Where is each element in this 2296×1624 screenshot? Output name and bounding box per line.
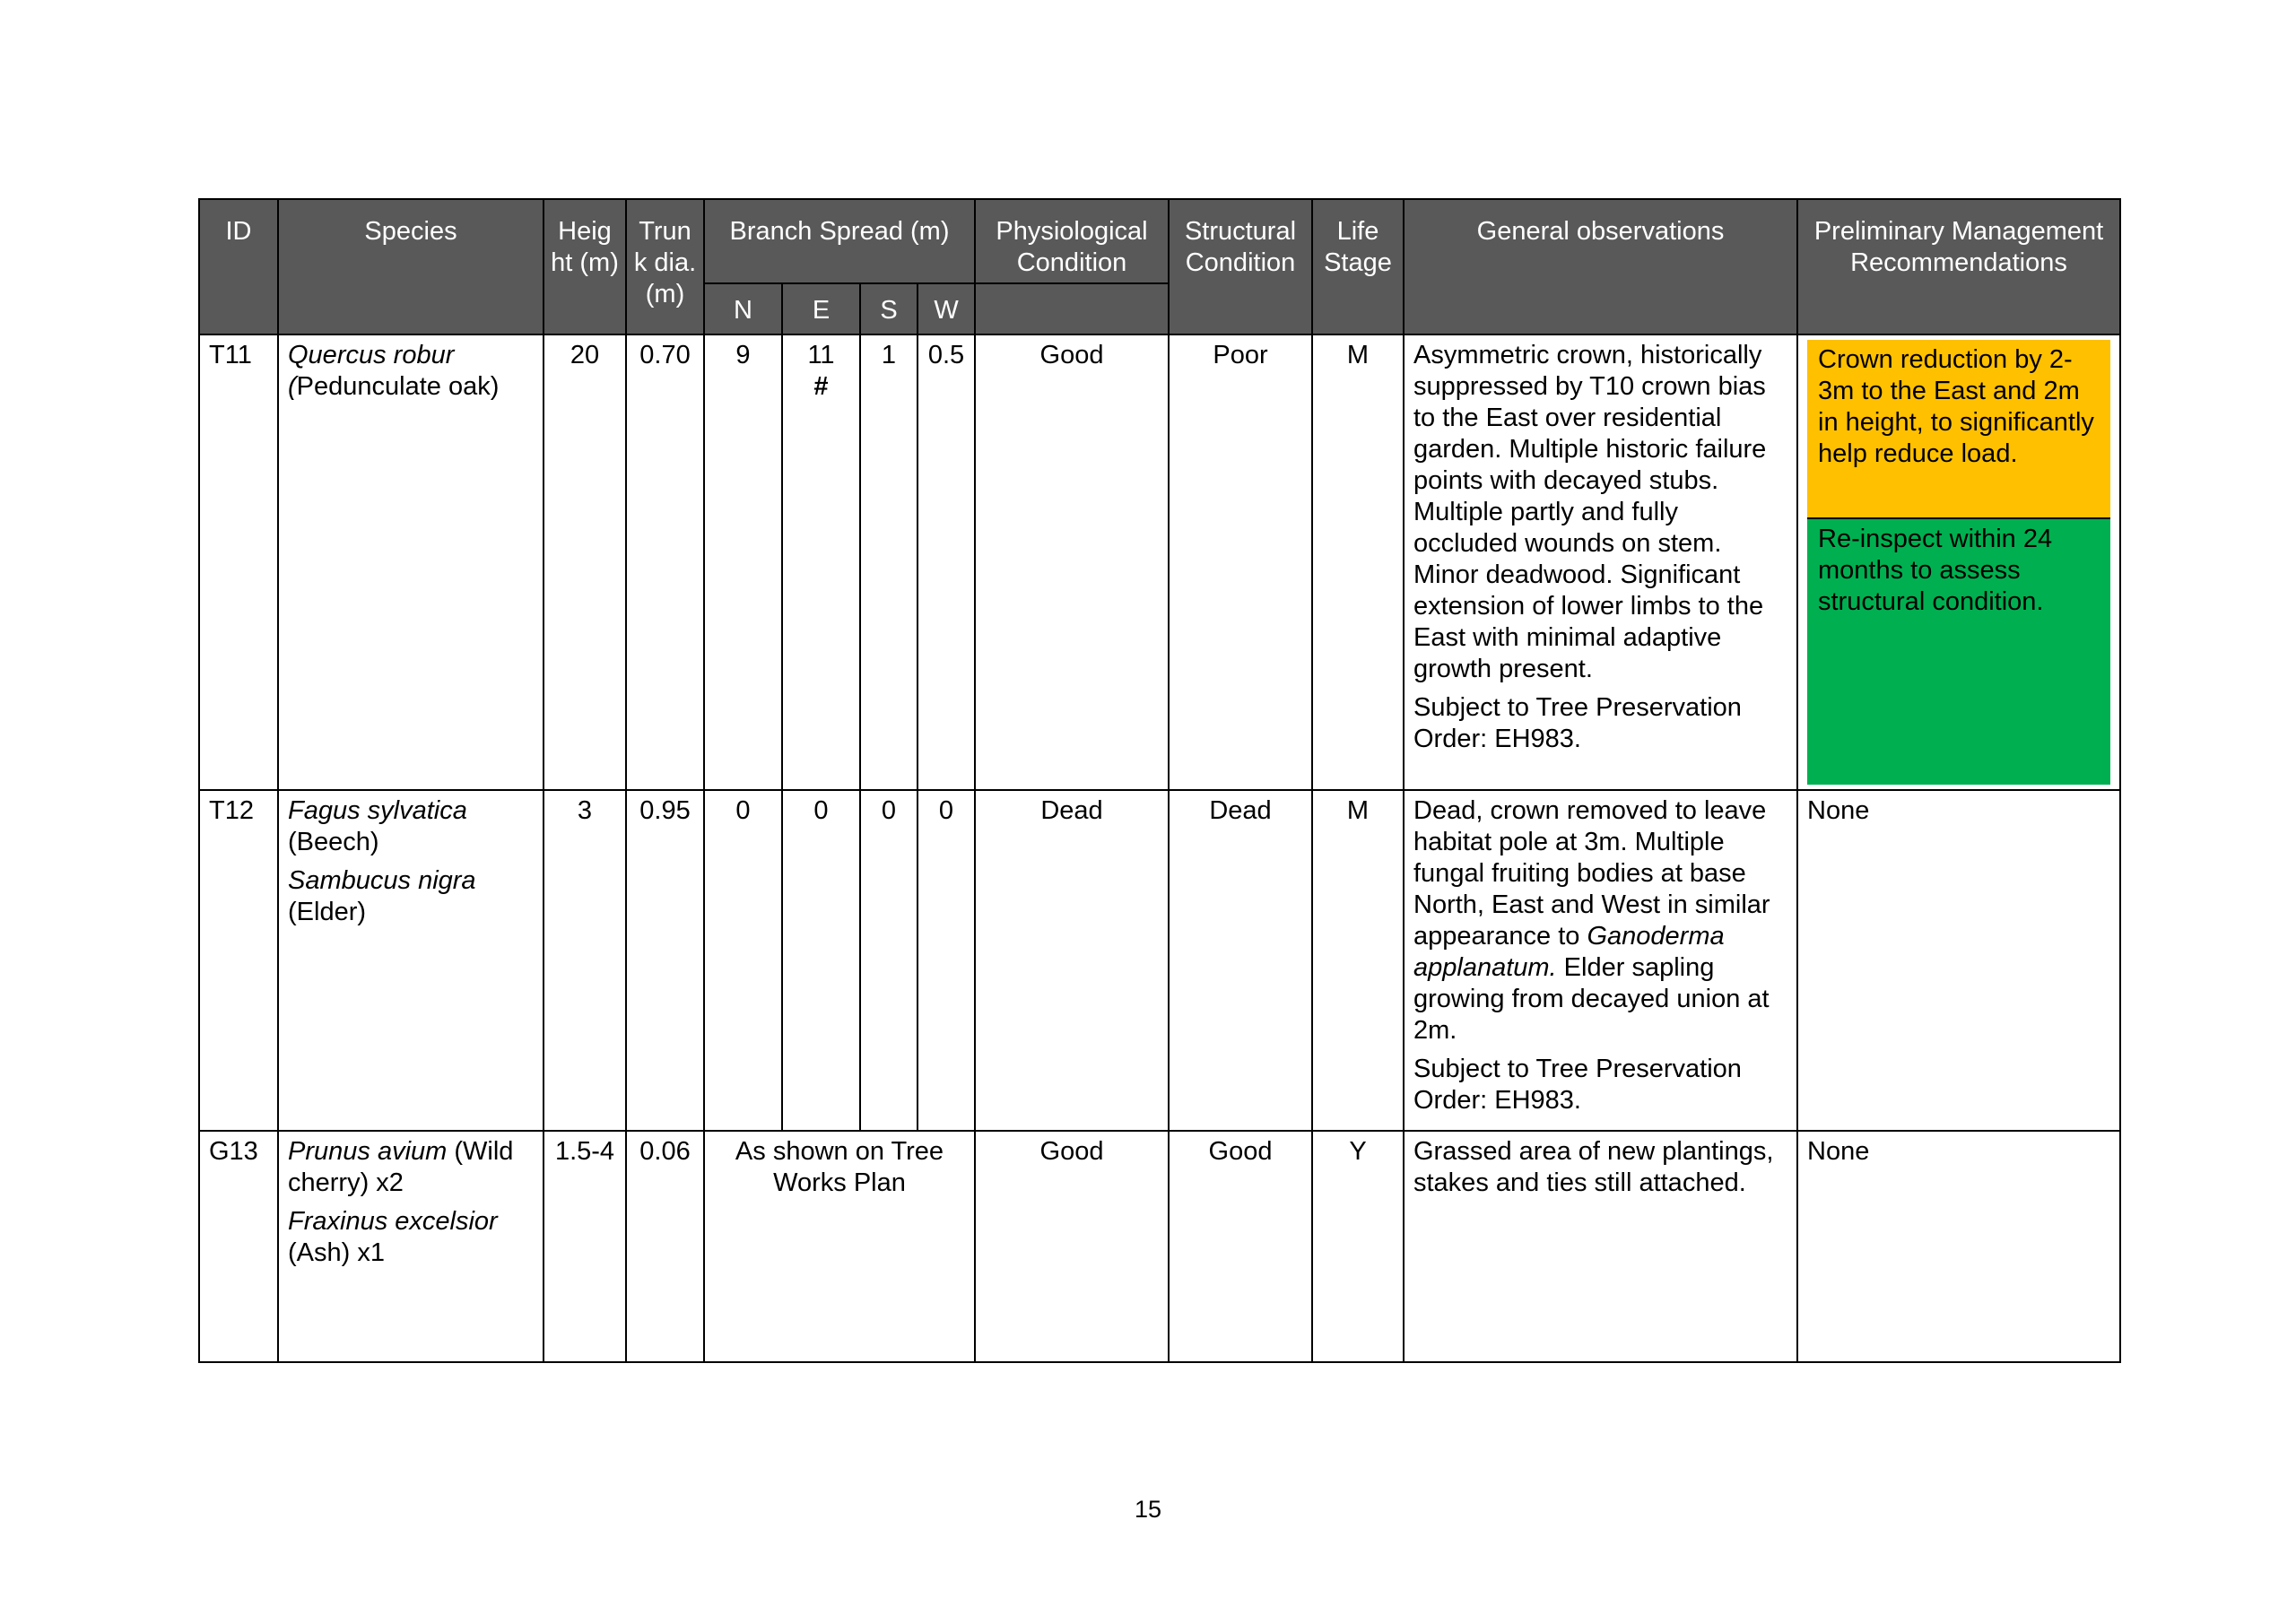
cell-trunk: 0.06 — [626, 1131, 704, 1362]
cell-life-stage: M — [1312, 334, 1404, 790]
cell-e: 0 — [782, 790, 860, 1131]
cell-e — [782, 334, 860, 790]
cell-s: 0 — [860, 790, 918, 1131]
tree-survey-table — [198, 198, 2121, 1363]
cell-management — [1797, 334, 2120, 790]
header-e: E — [782, 283, 860, 334]
species-latin: Prunus avium — [288, 1137, 448, 1166]
species-common: Pedunculate oak) — [296, 372, 500, 401]
cell-w: 0.5 — [918, 334, 975, 790]
cell-structural: Dead — [1169, 790, 1312, 1131]
header-management: Preliminary Management Recommendations — [1797, 199, 2120, 334]
management-amber-recommendation: Crown reduction by 2-3m to the East and 2m in height, to significantly help reduce load. — [1807, 340, 2110, 519]
cell-n: 9 — [704, 334, 782, 790]
observation-text-b: Elder sapling growing from decayed union at 2m. — [1413, 953, 1770, 1045]
cell-physiological: Good — [975, 334, 1169, 790]
species-common: (Wild cherry) x2 — [288, 1137, 514, 1197]
cell-n: 0 — [704, 790, 782, 1131]
cell-management: None — [1797, 1131, 2120, 1362]
cell-species — [278, 790, 544, 1131]
cell-e-note: # — [813, 372, 829, 401]
cell-height: 20 — [544, 334, 626, 790]
cell-id: T11 — [199, 334, 278, 790]
header-n: N — [704, 283, 782, 334]
observation-text-a: Dead, crown removed to leave habitat pole at 3m. Multiple fungal fruiting bodies at base North, East and West in similar appearance to — [1413, 796, 1770, 951]
table-row — [199, 790, 2120, 1131]
species-latin: Fagus sylvatica — [288, 796, 467, 825]
header-s: S — [860, 283, 918, 334]
cell-observations — [1404, 334, 1797, 790]
cell-e-value: 11 — [807, 341, 835, 369]
cell-trunk: 0.95 — [626, 790, 704, 1131]
cell-structural: Good — [1169, 1131, 1312, 1362]
cell-s: 1 — [860, 334, 918, 790]
species-entry — [288, 1206, 534, 1269]
species-common: (Beech) — [288, 828, 379, 856]
cell-physiological: Dead — [975, 790, 1169, 1131]
header-physiological-blank — [975, 283, 1169, 334]
header-branch-spread: Branch Spread (m) — [704, 199, 975, 283]
cell-trunk: 0.70 — [626, 334, 704, 790]
cell-structural: Poor — [1169, 334, 1312, 790]
species-latin: Quercus robur — [288, 341, 455, 369]
table-row — [199, 334, 2120, 790]
observation-text — [1413, 795, 1787, 1046]
species-common: (Elder) — [288, 898, 367, 926]
cell-species — [278, 1131, 544, 1362]
cell-w: 0 — [918, 790, 975, 1131]
header-structural: Structural Condition — [1169, 199, 1312, 334]
observation-fungus-name: Ganoderma applanatum. — [1413, 922, 1725, 982]
header-w: W — [918, 283, 975, 334]
species-common: (Ash) x1 — [288, 1238, 385, 1267]
species-common-prefix: ( — [288, 372, 297, 401]
cell-id: T12 — [199, 790, 278, 1131]
header-id: ID — [199, 199, 278, 334]
cell-life-stage: Y — [1312, 1131, 1404, 1362]
observation-tpo: Subject to Tree Preservation Order: EH983. — [1413, 693, 1742, 753]
species-entry — [288, 1136, 534, 1199]
cell-species — [278, 334, 544, 790]
table-row — [199, 1131, 2120, 1362]
observation-text: Asymmetric crown, historically suppressed by T10 crown bias to the East over residential garden. Multiple historic failure points with decayed stubs. Multiple partly and fully occluded wounds on stem. Minor deadwood. Significant extension of lower limbs to the East with minimal adaptive growth present. — [1413, 341, 1767, 683]
header-trunk: Trun k dia. (m) — [626, 199, 704, 334]
cell-observations: Grassed area of new plantings, stakes and ties still attached. — [1404, 1131, 1797, 1362]
cell-physiological: Good — [975, 1131, 1169, 1362]
header-row — [199, 199, 2120, 283]
species-latin: Sambucus nigra — [288, 866, 476, 895]
cell-height: 1.5-4 — [544, 1131, 626, 1362]
page-number: 15 — [1134, 1496, 1162, 1523]
cell-height: 3 — [544, 790, 626, 1131]
cell-branch-spread: As shown on Tree Works Plan — [704, 1131, 975, 1362]
header-physiological: Physiological Condition — [975, 199, 1169, 283]
cell-management: None — [1797, 790, 2120, 1131]
cell-id: G13 — [199, 1131, 278, 1362]
header-height: Heig ht (m) — [544, 199, 626, 334]
header-life-stage: Life Stage — [1312, 199, 1404, 334]
species-latin: Fraxinus excelsior — [288, 1207, 498, 1236]
management-green-recommendation: Re-inspect within 24 months to assess structural condition. — [1807, 519, 2110, 785]
cell-observations — [1404, 790, 1797, 1131]
header-observations: General observations — [1404, 199, 1797, 334]
cell-life-stage: M — [1312, 790, 1404, 1131]
observation-tpo: Subject to Tree Preservation Order: EH983. — [1413, 1055, 1742, 1115]
header-species: Species — [278, 199, 544, 334]
